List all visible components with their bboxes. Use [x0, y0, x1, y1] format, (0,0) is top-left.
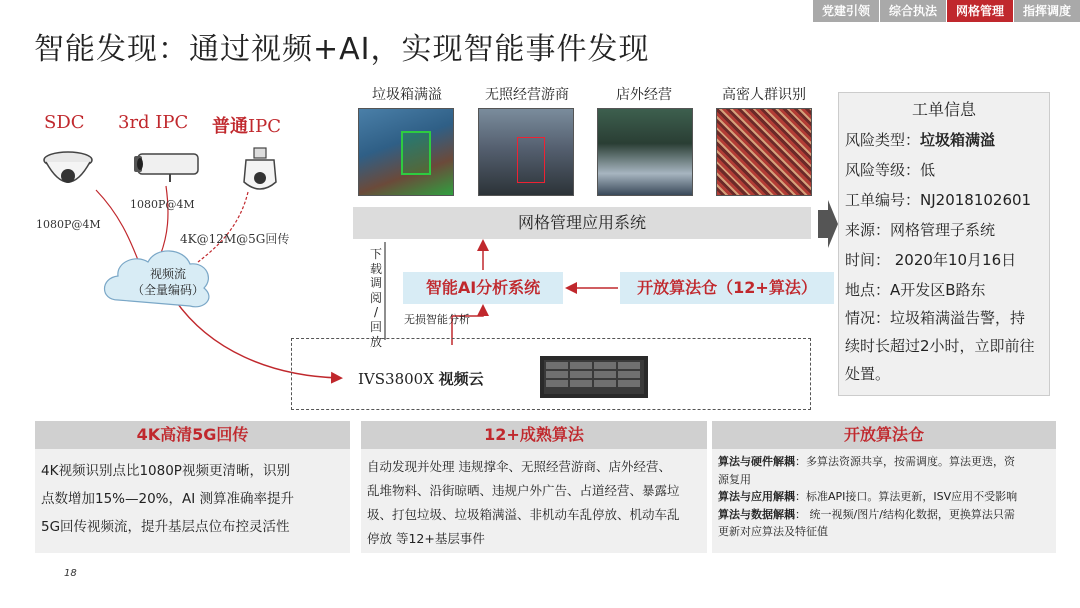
- grid-management-system: 网格管理应用系统: [353, 207, 811, 239]
- image-label-store: 店外经营: [616, 87, 672, 103]
- ptz-camera-icon: [240, 146, 280, 196]
- crowd-image: [716, 108, 812, 196]
- ai-analysis-system: 智能AI分析系统: [403, 272, 563, 304]
- to-ticket-arrow: [818, 200, 838, 248]
- ticket-place: 地点：A开发区B路东: [845, 281, 986, 299]
- bullet-camera-icon: [132, 146, 202, 186]
- sdc-label: SDC: [44, 112, 85, 133]
- ipc-link: [198, 192, 248, 262]
- ipc-label: 普通IPC: [212, 116, 281, 137]
- panel-open-algo-body: 算法与硬件解耦：多算法资源共享，按需调度。算法更迭，资 源复用 算法与应用解耦：标准API接口。算法更新，ISV应用不受影响 算法与数据解耦： 统一视频/图片/结构化数据，更换算法只需 更新对应算法及特征值: [718, 455, 1018, 538]
- panel-algorithms-body: 自动发现并处理 违规撑伞、无照经营游商、店外经营、 乱堆物料、沿街晾晒、违规户外广告、占道经营、暴露垃 圾、打包垃圾、垃圾箱满溢、非机动车乱停放、机动车乱 停放 等12+基层事件: [367, 459, 680, 546]
- tab-grid[interactable]: 网格管理: [946, 0, 1013, 22]
- page-number: 18: [64, 568, 77, 579]
- ticket-risk-level: 风险等级：低: [845, 161, 936, 179]
- trash-image: [358, 108, 454, 196]
- ticket-source: 来源：网格管理子系统: [845, 221, 996, 239]
- ipc3-link: [160, 186, 168, 256]
- ticket-risk-type: 风险类型：垃圾箱满溢: [845, 131, 996, 149]
- ipc-resolution: 4K@12M@5G回传: [180, 232, 290, 246]
- ipc3-resolution: 1080P@4M: [130, 198, 195, 211]
- cloud-label: 视频流 （全量编码）: [131, 267, 204, 297]
- tab-command[interactable]: 指挥调度: [1013, 0, 1080, 22]
- ipc3-label: 3rd IPC: [118, 112, 189, 133]
- tab-party[interactable]: 党建引领: [812, 0, 879, 22]
- panel-algorithms-header: 12+成熟算法: [361, 421, 707, 449]
- page-title: 智能发现：通过视频+AI，实现智能事件发现: [34, 32, 650, 67]
- panel-open-algo-header: 开放算法仓: [712, 421, 1056, 449]
- store-image: [597, 108, 693, 196]
- algorithm-store: 开放算法仓（12+算法）: [620, 272, 834, 304]
- ticket-header: 工单信息: [911, 100, 976, 119]
- lossless-analysis-label: 无损智能分析: [404, 313, 470, 326]
- panel-open-algo: [712, 421, 1056, 553]
- ticket-info-panel: [838, 92, 1050, 396]
- panel-4k-5g: [35, 421, 350, 553]
- ticket-number: 工单编号：NJ2018102601: [845, 191, 1032, 209]
- server-icon: [540, 356, 648, 398]
- download-replay-label: 下 载 调 阅 / 回 放: [369, 247, 382, 349]
- dome-camera-icon: [40, 146, 96, 196]
- image-label-trash: 垃圾箱满溢: [372, 87, 442, 103]
- ivs-label: IVS3800X 视频云: [358, 370, 484, 388]
- panel-4k-5g-header: 4K高清5G回传: [35, 421, 350, 449]
- vendor-image: [478, 108, 574, 196]
- image-label-crowd: 高密人群识别: [722, 87, 806, 103]
- panel-4k-5g-body: 4K视频识别点比1080P视频更清晰，识别 点数增加15%—20%，AI 测算准确率提升 5G回传视频流，提升基层点位布控灵活性: [41, 463, 295, 535]
- sdc-resolution: 1080P@4M: [36, 218, 101, 231]
- ticket-time: 时间： 2020年10月16日: [845, 251, 1017, 269]
- image-label-vendor: 无照经营游商: [485, 87, 569, 103]
- tab-enforcement[interactable]: 综合执法: [879, 0, 946, 22]
- panel-algorithms: [361, 421, 707, 553]
- ticket-situation: 情况：垃圾箱满溢告警，持 续时长超过2小时，立即前往 处置。: [845, 309, 1035, 383]
